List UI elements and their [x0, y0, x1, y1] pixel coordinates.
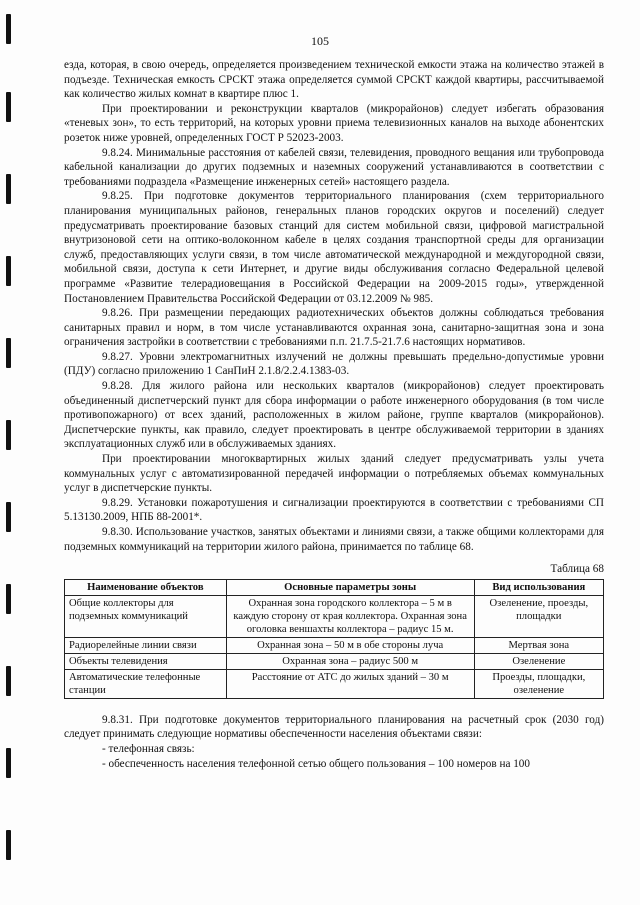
cell-parameters: Расстояние от АТС до жилых зданий – 30 м [226, 669, 474, 698]
paragraph: 9.8.28. Для жилого района или нескольких кварталов (микрорайонов) следует проектировать объединенный диспетчерский пункт для сбора информации о работе инженерного оборудования (в том числе противопожарного) от всех зданий, расположенных в жилом районе, группе кварталов (микрорайонов). Диспетчерские пункты, как правило, следует проектировать в центре обслуживаемой территории в зданиях эксплуатационных служб или в обслуживаемых зданиях. [64, 380, 604, 451]
binding-mark [6, 92, 11, 122]
header-objects: Наименование объектов [65, 579, 227, 595]
header-usage: Вид использования [474, 579, 603, 595]
paragraph: 9.8.31. При подготовке документов территориального планирования на расчетный срок (2030 год) следует принимать следующие нормативы обеспеченности населения объектами связи: [64, 713, 604, 741]
table-row [65, 595, 604, 637]
paragraph: 9.8.30. Использование участков, занятых объектами и линиями связи, а также общими коллекторами для подземных коммуникаций на территории жилого района, принимается по таблице 68. [64, 526, 604, 553]
binding-mark [6, 338, 11, 368]
cell-usage: Озеленение, проезды, площадки [474, 595, 603, 637]
binding-mark [6, 420, 11, 450]
cell-usage: Проезды, площадки, озеленение [474, 669, 603, 698]
paragraphs-bottom [64, 713, 604, 771]
paragraph: езда, которая, в свою очередь, определяется произведением технической емкости этажа на количество этажей в подъезде. Техническая емкость СРСКТ этажа определяется суммой СРСКТ каждой квартиры, рассчитываемой как количество жилых комнат в квартире плюс 1. [64, 59, 604, 101]
table-caption: Таблица 68 [550, 563, 604, 576]
paragraph: При проектировании и реконструкции кварталов (микрорайонов) следует избегать образования «теневых зон», то есть территорий, на которых уровни приема телевизионных каналов на выходе абонентских розеток ниже уровней, определенных ГОСТ Р 52023-2003. [64, 102, 604, 144]
table-header-row [65, 579, 604, 595]
paragraph: 9.8.24. Минимальные расстояния от кабелей связи, телевидения, проводного вещания или трубопровода кабельной канализации до других подземных и наземных сооружений устанавливаются в соответствии с требованиями подраздела «Размещение инженерных сетей» настоящего раздела. [64, 146, 604, 188]
cell-parameters: Охранная зона – радиус 500 м [226, 653, 474, 669]
table-68 [64, 579, 604, 699]
binding-mark [6, 174, 11, 204]
table-row [65, 653, 604, 669]
paragraphs-top [64, 58, 604, 554]
binding-mark [6, 666, 11, 696]
binding-mark [6, 502, 11, 532]
binding-mark [6, 256, 11, 286]
table-row [65, 669, 604, 698]
cell-object: Автоматические телефонные станции [65, 669, 227, 698]
binding-mark [6, 830, 11, 860]
paragraph: При проектировании многоквартирных жилых зданий следует предусматривать узлы учета коммунальных услуг с автоматизированной передачей информации о потребляемых объемах коммунальных услуг в диспетчерские пункты. [64, 453, 604, 495]
cell-usage: Мертвая зона [474, 637, 603, 653]
cell-object: Радиорелейные линии связи [65, 637, 227, 653]
paragraph: - телефонная связь: [102, 742, 195, 755]
cell-object: Объекты телевидения [65, 653, 227, 669]
table-row [65, 637, 604, 653]
cell-usage: Озеленение [474, 653, 603, 669]
page-number: 105 [311, 34, 329, 48]
paragraph: - обеспеченность населения телефонной сетью общего пользования – 100 номеров на 100 [102, 757, 530, 770]
binding-mark [6, 748, 11, 778]
binding-mark [6, 584, 11, 614]
cell-parameters: Охранная зона городского коллектора – 5 м в каждую сторону от края коллектора. Охранная зона оголовка веншахты коллектора – радиус 15 м. [226, 595, 474, 637]
header-parameters: Основные параметры зоны [226, 579, 474, 595]
cell-parameters: Охранная зона – 50 м в обе стороны луча [226, 637, 474, 653]
table-body [65, 595, 604, 698]
paragraph: 9.8.27. Уровни электромагнитных излучений не должны превышать предельно-допустимые уровни (ПДУ) согласно приложению 1 СанПиН 2.1.8/2.2.4.1383-03. [64, 350, 604, 378]
paragraph: 9.8.26. При размещении передающих радиотехнических объектов должны соблюдаться требования санитарных правил и норм, в том числе устанавливаются охранная зона, санитарно-защитная зона и зона ограничения застройки в соответствии с требованиями п.п. 21.7.5-21.7.6 настоящих нормативов. [64, 307, 604, 349]
paragraph: 9.8.29. Установки пожаротушения и сигнализации проектируются в соответствии с требованиями СП 5.13130.2009, НПБ 88-2001*. [64, 496, 604, 524]
cell-object: Общие коллекторы для подземных коммуникаций [65, 595, 227, 637]
document-body [64, 58, 604, 771]
paragraph: 9.8.25. При подготовке документов территориального планирования (схем территориального планирования муниципальных районов, генеральных планов городских округов и поселений) следует предусматривать проектирование базовых станций для систем мобильной связи, цифровой магистральной внутризоновой сети на оптико-волоконном кабеле в целях создания транспортной среды для организации служб, предоставляющих услуги связи, в том числе автоматической международной и междугородной связи, мобильной связи, доступа к сети Интернет, и другие виды обслуживания согласно Федеральной целевой программе «Развитие телерадиовещания в Российской Федерации на 2009-2015 годы», утвержденной Постановлением Правительства Российской Федерации от 03.12.2009 № 985. [64, 190, 604, 305]
